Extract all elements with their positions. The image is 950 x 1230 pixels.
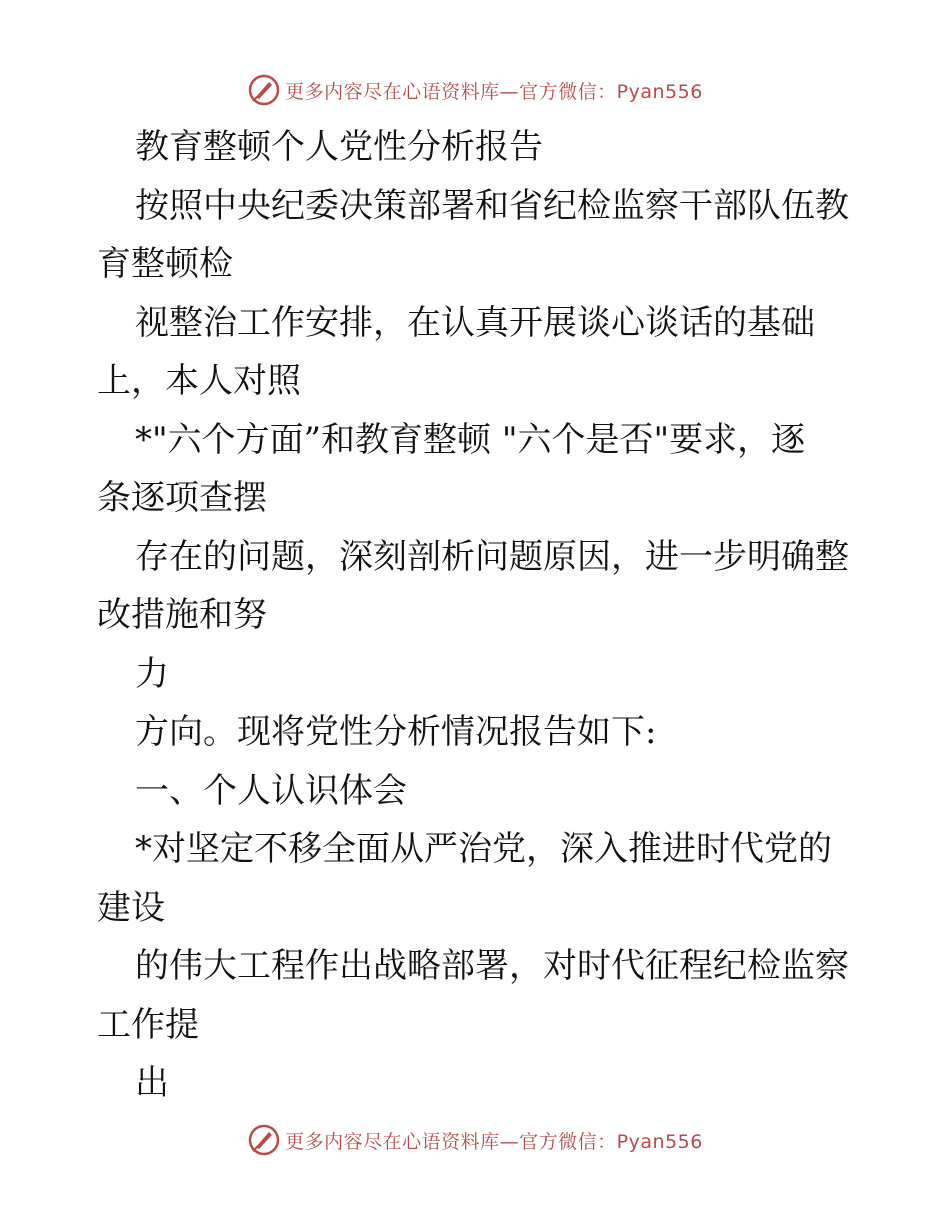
text-line: 育整顿检 (97, 244, 233, 284)
text-line: 按照中央纪委决策部署和省纪检监察干部队伍教 (135, 185, 849, 226)
text-line: *对坚定不移全面从严治党，深入推进时代党的 (135, 829, 832, 869)
footer-watermark (0, 1120, 950, 1160)
watermark-text: 更多内容尽在心语资料库—官方微信：Pyan556 (285, 80, 703, 103)
watermark-text: 更多内容尽在心语资料库—官方微信：Pyan556 (285, 1130, 703, 1153)
text-line: 改措施和努 (97, 595, 267, 635)
text-line: 条逐项查摆 (97, 478, 267, 518)
text-line: 的伟大工程作出战略部署，对时代征程纪检监察 (135, 946, 849, 986)
text-line: 建设 (97, 887, 165, 928)
quill-logo-icon (247, 1123, 281, 1157)
text-line: 力 (135, 653, 169, 694)
document-body (97, 118, 867, 1113)
text-line: 一、个人认识体会 (135, 770, 407, 811)
text-line: 存在的问题，深刻剖析问题原因，进一步明确整 (135, 536, 849, 577)
quill-logo-icon (247, 73, 281, 107)
text-line: 视整治工作安排，在认真开展谈心谈话的基础 (135, 302, 815, 343)
text-line: 方向。现将党性分析情况报告如下: (135, 712, 657, 752)
text-line: 出 (135, 1063, 169, 1103)
text-line: 工作提 (97, 1004, 199, 1045)
text-line: 教育整顿个人党性分析报告 (135, 127, 543, 167)
text-line: *"六个方面”和教育整顿 "六个是否"要求，逐 (135, 419, 806, 460)
header-watermark (0, 70, 950, 110)
text-line: 上，本人对照 (97, 361, 301, 401)
